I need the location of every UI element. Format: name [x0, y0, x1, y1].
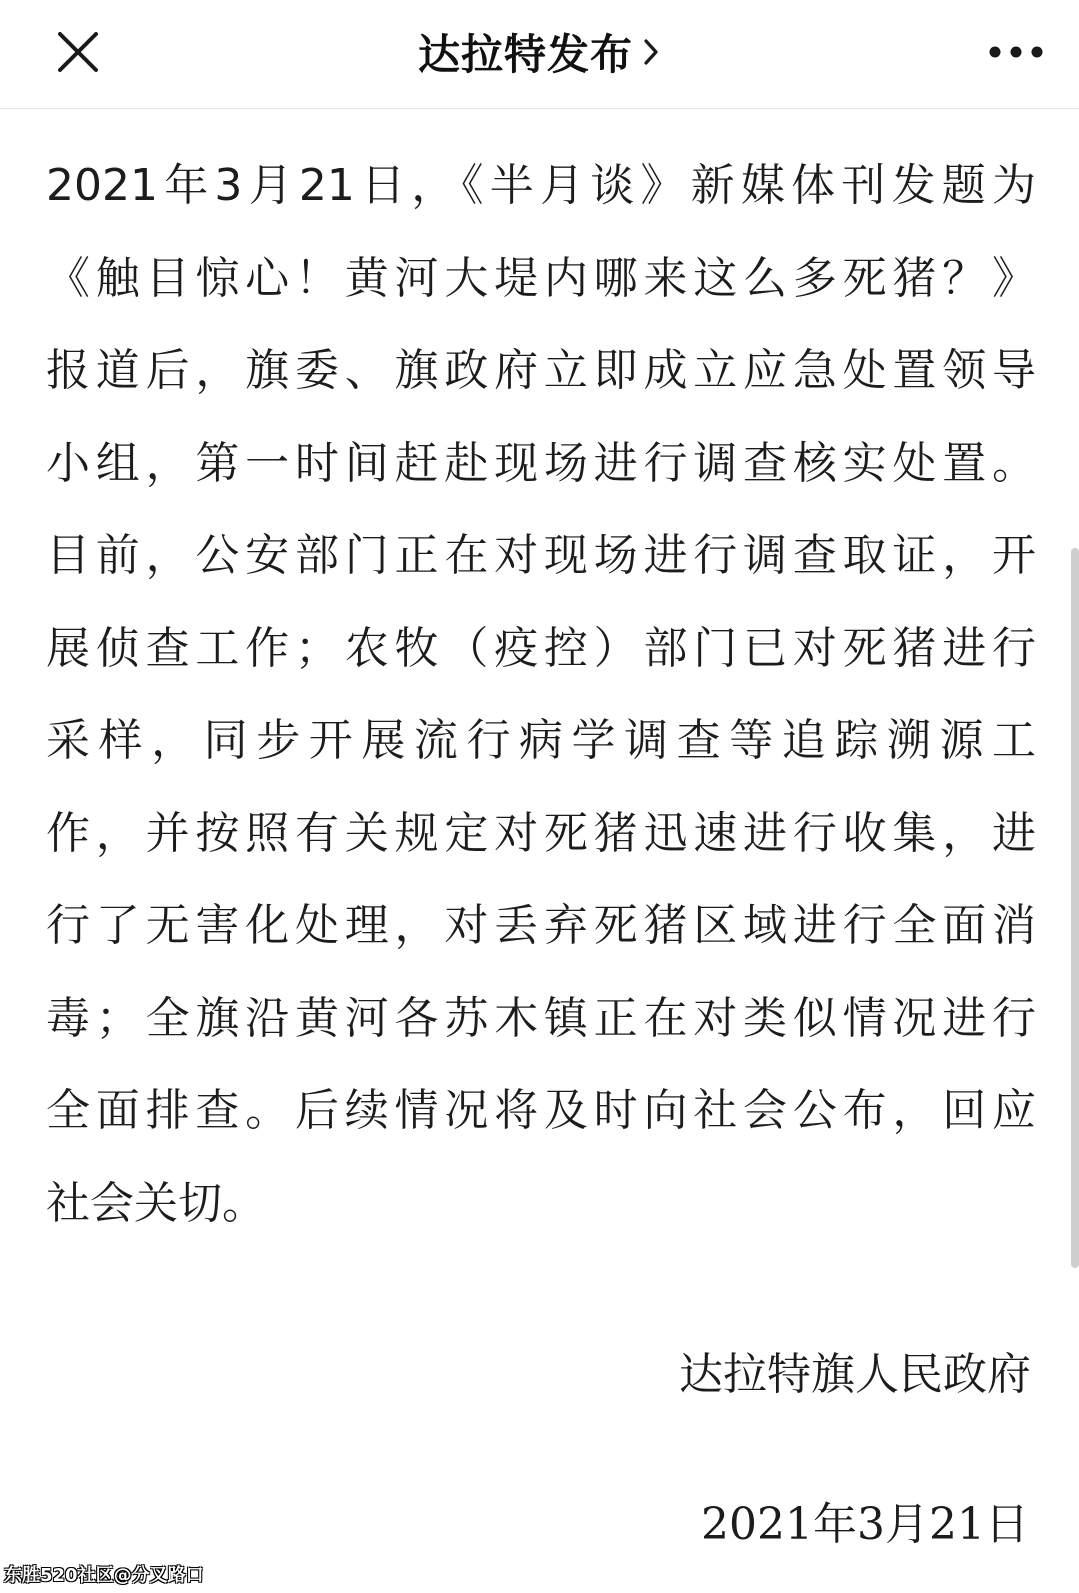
watermark: 东胜520社区@分叉路口	[4, 1565, 204, 1586]
more-options-button[interactable]	[981, 26, 1051, 78]
article-line: 毒；全旗沿黄河各苏木镇正在对类似情况进行	[46, 992, 1036, 1044]
scrollbar[interactable]	[1071, 548, 1079, 1268]
publish-date: 2021年3月21日	[701, 1499, 1029, 1550]
article-line: 展侦查工作；农牧（疫控）部门已对死猪进行	[46, 622, 1036, 674]
article-line: 目前，公安部门正在对现场进行调查取证，开	[46, 530, 1036, 581]
article-line: 行了无害化处理，对丢弃死猪区域进行全面消	[46, 900, 1036, 951]
article-line: 2021年3月21日，《半月谈》新媒体刊发题为	[46, 160, 1036, 211]
account-title: 达拉特发布	[417, 30, 633, 79]
article-line: 小组，第一时间赶赴现场进行调查核实处置。	[46, 437, 1036, 489]
article-line: 作，并按照有关规定对死猪迅速进行收集，进	[46, 807, 1036, 859]
article-line: 采样，同步开展流行病学调查等追踪溯源工	[46, 715, 1036, 766]
more-dots-icon	[988, 45, 1044, 59]
article-line: 社会关切。	[46, 1177, 266, 1229]
nav-bar	[0, 0, 1079, 109]
chevron-right-icon	[641, 37, 661, 67]
article-line: 报道后，旗委、旗政府立即成立应急处置领导	[46, 345, 1036, 396]
signature: 达拉特旗人民政府	[679, 1349, 1031, 1400]
article-line: 全面排查。后续情况将及时向社会公布，回应	[46, 1085, 1036, 1136]
account-title-link[interactable]	[0, 24, 1079, 80]
article-body	[46, 140, 1036, 1250]
article-line: 《触目惊心！黄河大堤内哪来这么多死猪？》	[46, 252, 1036, 304]
